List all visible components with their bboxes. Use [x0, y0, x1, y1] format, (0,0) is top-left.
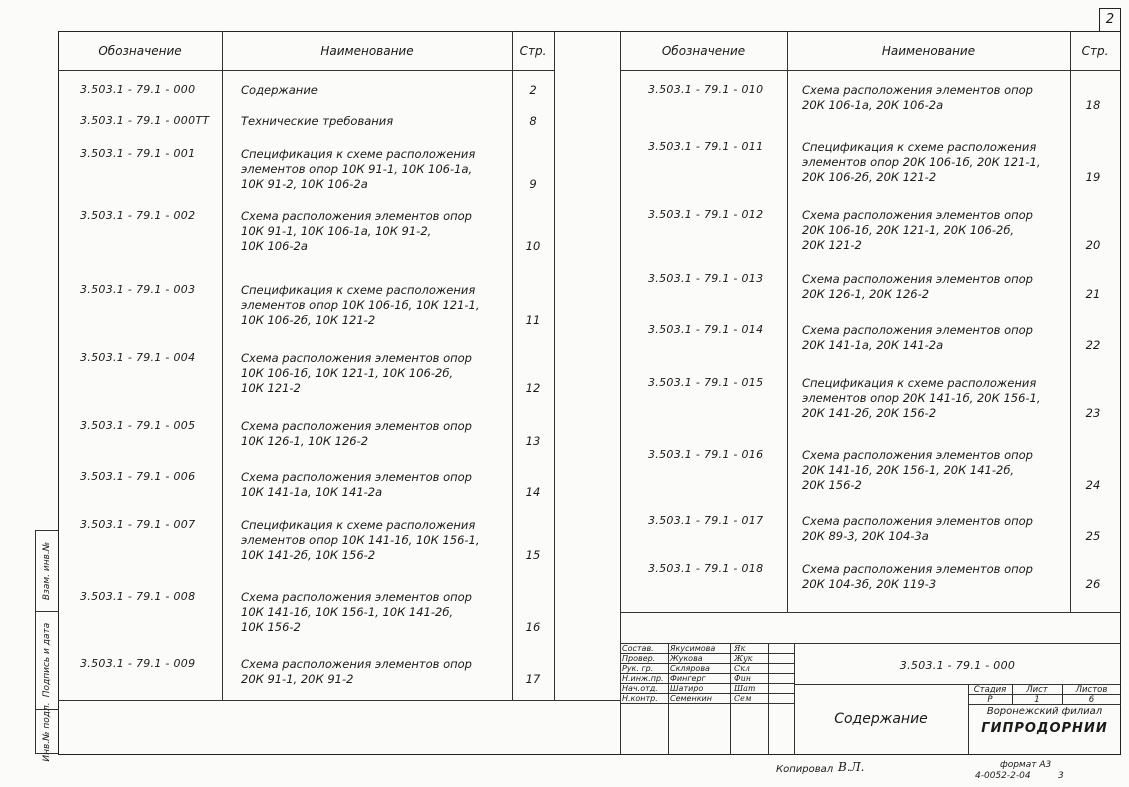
- stamp-doc-title: Содержание: [834, 711, 928, 727]
- stamp-divider: [668, 643, 669, 755]
- row-title-line: 10К 141-1а, 10К 141-2а: [241, 485, 383, 499]
- row-title: [241, 114, 393, 129]
- row-title-line: 10К 106-1б, 10К 121-1, 10К 106-2б,: [241, 366, 454, 380]
- row-code: 3.503.1 - 79.1 - 002: [80, 209, 196, 222]
- row-code: 3.503.1 - 79.1 - 007: [80, 518, 196, 531]
- row-title-line: 10К 141-1б, 10К 156-1, 10К 141-2б,: [241, 605, 454, 619]
- copied-signature: В.Л.: [838, 760, 865, 774]
- stamp-signature: Фин: [734, 674, 752, 683]
- row-page: 26: [1085, 577, 1101, 591]
- format-label: формат А3: [1000, 760, 1052, 770]
- row-code: 3.503.1 - 79.1 - 000ТТ: [80, 114, 210, 127]
- row-title-line: Схема расположения элементов опор: [241, 657, 472, 671]
- row-title-line: Схема расположения элементов опор: [802, 83, 1033, 97]
- row-code: 3.503.1 - 79.1 - 018: [648, 562, 764, 575]
- row-code: 3.503.1 - 79.1 - 016: [648, 448, 764, 461]
- strip-label-signature: Подпись и дата: [42, 622, 52, 698]
- right-col-divider: [1070, 31, 1071, 612]
- row-title-line: 20К 156-2: [802, 478, 862, 492]
- row-title-line: 20К 121-2: [802, 238, 862, 252]
- row-title-line: элементов опор 10К 91-1, 10К 106-1а,: [241, 162, 473, 176]
- stamp-signature: Скл: [734, 664, 750, 673]
- row-page: 15: [525, 548, 541, 562]
- left-col-divider: [512, 31, 513, 700]
- row-title: [241, 657, 472, 687]
- strip-label-inventory: Инв.№ подл.: [42, 702, 52, 762]
- row-code: 3.503.1 - 79.1 - 000: [80, 83, 196, 96]
- row-code: 3.503.1 - 79.1 - 001: [80, 147, 196, 160]
- stamp-role: Провер.: [622, 654, 656, 663]
- row-title-line: Схема расположения элементов опор: [802, 323, 1033, 337]
- stamp-sheets-header: Листов: [1075, 685, 1108, 695]
- row-code: 3.503.1 - 79.1 - 006: [80, 470, 196, 483]
- row-title: [802, 514, 1033, 544]
- row-title: [241, 419, 472, 449]
- row-title-line: 20К 126-1, 20К 126-2: [802, 287, 930, 301]
- row-title-line: Спецификация к схеме расположения: [241, 283, 476, 297]
- stamp-sheet: 1: [1034, 695, 1040, 705]
- row-title: [802, 562, 1033, 592]
- row-page: 25: [1085, 529, 1101, 543]
- row-title-line: 10К 156-2: [241, 620, 301, 634]
- row-title-line: Схема расположения элементов опор: [802, 562, 1033, 576]
- row-title: [802, 376, 1041, 421]
- row-title-line: элементов опор 10К 106-1б, 10К 121-1,: [241, 298, 480, 312]
- row-title-line: Схема расположения элементов опор: [241, 419, 472, 433]
- row-title: [241, 590, 472, 635]
- row-code: 3.503.1 - 79.1 - 004: [80, 351, 196, 364]
- row-title-line: Схема расположения элементов опор: [241, 590, 472, 604]
- row-page: 16: [525, 620, 541, 634]
- row-title-line: 10К 106-2а: [241, 239, 308, 253]
- stamp-signature: Як: [734, 644, 746, 653]
- row-title-line: 10К 126-1, 10К 126-2: [241, 434, 369, 448]
- page-number: 2: [1099, 8, 1121, 31]
- row-title-line: Схема расположения элементов опор: [802, 208, 1033, 222]
- row-page: 12: [525, 381, 541, 395]
- row-title: [802, 83, 1033, 113]
- stamp-role: Н.инж.пр.: [622, 674, 664, 683]
- right-header-title: Наименование: [881, 44, 976, 58]
- row-title-line: Схема расположения элементов опор: [802, 514, 1033, 528]
- row-title-line: 10К 91-2, 10К 106-2а: [241, 177, 368, 191]
- strip-label-replaced: Взам. инв.№: [42, 541, 52, 601]
- order-number: 4-0052-2-04: [975, 771, 1031, 781]
- row-page: 18: [1085, 98, 1101, 112]
- row-title: [802, 140, 1041, 185]
- stamp-row-line: [620, 703, 794, 704]
- row-code: 3.503.1 - 79.1 - 009: [80, 657, 196, 670]
- stamp-name: Жукова: [670, 654, 703, 663]
- row-page: 17: [525, 672, 541, 686]
- row-title-line: Схема расположения элементов опор: [241, 470, 472, 484]
- row-title-line: элементов опор 20К 141-1б, 20К 156-1,: [802, 391, 1041, 405]
- row-page: 14: [525, 485, 541, 499]
- stamp-role: Н.контр.: [622, 694, 658, 703]
- row-title-line: 10К 141-2б, 10К 156-2: [241, 548, 376, 562]
- right-header-page: Стр.: [1081, 44, 1109, 58]
- right-header-code: Обозначение: [661, 44, 746, 58]
- row-page: 21: [1085, 287, 1101, 301]
- row-title: [802, 208, 1033, 253]
- row-title-line: Технические требования: [241, 114, 394, 128]
- title-block-stamp: [620, 643, 1121, 755]
- strip-divider: [36, 611, 59, 612]
- row-title-line: Схема расположения элементов опор: [241, 351, 472, 365]
- row-title-line: элементов опор 20К 106-1б, 20К 121-1,: [802, 155, 1041, 169]
- row-title-line: Схема расположения элементов опор: [802, 272, 1033, 286]
- row-title-line: Спецификация к схеме расположения: [802, 140, 1037, 154]
- stamp-org-line1: Воронежский филиал: [986, 706, 1103, 717]
- copied-by-label: Копировал: [776, 764, 834, 775]
- stamp-divider: [730, 643, 731, 755]
- row-title: [241, 147, 475, 192]
- stamp-name: Шатиро: [670, 684, 704, 693]
- row-code: 3.503.1 - 79.1 - 003: [80, 283, 196, 296]
- row-page: 23: [1085, 406, 1101, 420]
- stamp-role: Рук. гр.: [622, 664, 654, 673]
- row-page: 13: [525, 434, 541, 448]
- row-title-line: 20К 106-1а, 20К 106-2а: [802, 98, 944, 112]
- row-page: 11: [525, 313, 541, 327]
- right-table-bottom: [620, 612, 1121, 613]
- left-col-divider: [222, 31, 223, 700]
- stamp-signature: Шат: [734, 684, 756, 693]
- top-border: [58, 31, 1121, 32]
- row-code: 3.503.1 - 79.1 - 012: [648, 208, 764, 221]
- row-code: 3.503.1 - 79.1 - 013: [648, 272, 764, 285]
- row-title-line: 10К 91-1, 10К 106-1а, 10К 91-2,: [241, 224, 432, 238]
- row-title-line: Спецификация к схеме расположения: [802, 376, 1037, 390]
- row-title: [802, 272, 1033, 302]
- stamp-org-line2: ГИПРОДОРНИИ: [981, 721, 1108, 736]
- row-title: [241, 470, 472, 500]
- row-title-line: 20К 89-3, 20К 104-3а: [802, 529, 929, 543]
- row-title-line: 20К 91-1, 20К 91-2: [241, 672, 354, 686]
- row-title: [241, 283, 480, 328]
- left-header-page: Стр.: [519, 44, 547, 58]
- row-title: [802, 323, 1033, 353]
- row-code: 3.503.1 - 79.1 - 017: [648, 514, 764, 527]
- row-code: 3.503.1 - 79.1 - 014: [648, 323, 764, 336]
- stamp-role: Нач.отд.: [622, 684, 658, 693]
- row-title: [802, 448, 1033, 493]
- left-col-divider: [554, 31, 555, 700]
- stamp-role: Состав.: [622, 644, 654, 653]
- footer-mark: 3: [1058, 771, 1064, 781]
- row-page: 8: [529, 114, 537, 128]
- row-title-line: 20К 104-3б, 20К 119-3: [802, 577, 937, 591]
- row-page: 9: [529, 177, 537, 191]
- row-title-line: 10К 106-2б, 10К 121-2: [241, 313, 376, 327]
- left-bottom-line: [58, 700, 620, 701]
- row-page: 2: [529, 83, 537, 97]
- row-title-line: 20К 141-1б, 20К 156-1, 20К 141-2б,: [802, 463, 1015, 477]
- stamp-signature: Сем: [734, 694, 752, 703]
- row-code: 3.503.1 - 79.1 - 005: [80, 419, 196, 432]
- row-title-line: 20К 106-1б, 20К 121-1, 20К 106-2б,: [802, 223, 1015, 237]
- row-title-line: элементов опор 10К 141-1б, 10К 156-1,: [241, 533, 480, 547]
- stamp-name: Семенкин: [670, 694, 712, 703]
- stamp-sheet-header: Лист: [1026, 685, 1048, 695]
- row-title: [241, 518, 480, 563]
- left-header-line: [58, 70, 554, 71]
- row-code: 3.503.1 - 79.1 - 010: [648, 83, 764, 96]
- row-page: 24: [1085, 478, 1101, 492]
- stamp-name: Фингерг: [670, 674, 706, 683]
- row-title-line: Схема расположения элементов опор: [802, 448, 1033, 462]
- row-title-line: Содержание: [241, 83, 318, 97]
- right-header-line: [620, 70, 1121, 71]
- row-code: 3.503.1 - 79.1 - 008: [80, 590, 196, 603]
- left-header-code: Обозначение: [98, 44, 182, 58]
- stamp-signature: Жук: [734, 654, 753, 663]
- row-title-line: 20К 141-2б, 20К 156-2: [802, 406, 937, 420]
- stamp-stage-header: Стадия: [973, 685, 1007, 695]
- left-header-title: Наименование: [320, 44, 414, 58]
- row-title: [241, 83, 318, 98]
- stamp-designation: 3.503.1 - 79.1 - 000: [899, 659, 1016, 672]
- row-title-line: Схема расположения элементов опор: [241, 209, 472, 223]
- row-code: 3.503.1 - 79.1 - 011: [648, 140, 764, 153]
- row-title-line: Спецификация к схеме расположения: [241, 518, 476, 532]
- stamp-divider: [768, 643, 769, 755]
- row-title-line: 20К 141-1а, 20К 141-2а: [802, 338, 944, 352]
- stamp-name: Склярова: [670, 664, 710, 673]
- row-title-line: Спецификация к схеме расположения: [241, 147, 476, 161]
- binding-strip: [35, 530, 58, 762]
- stamp-name: Якусимова: [670, 644, 716, 653]
- row-page: 10: [525, 239, 541, 253]
- row-title: [241, 209, 472, 254]
- right-col-divider: [787, 31, 788, 612]
- row-page: 22: [1085, 338, 1101, 352]
- row-page: 20: [1085, 238, 1101, 252]
- row-title: [241, 351, 472, 396]
- stamp-stage: Р: [987, 695, 993, 705]
- row-page: 19: [1085, 170, 1101, 184]
- stamp-sheets: 6: [1088, 695, 1095, 705]
- row-title-line: 20К 106-2б, 20К 121-2: [802, 170, 937, 184]
- row-code: 3.503.1 - 79.1 - 015: [648, 376, 764, 389]
- row-title-line: 10К 121-2: [241, 381, 301, 395]
